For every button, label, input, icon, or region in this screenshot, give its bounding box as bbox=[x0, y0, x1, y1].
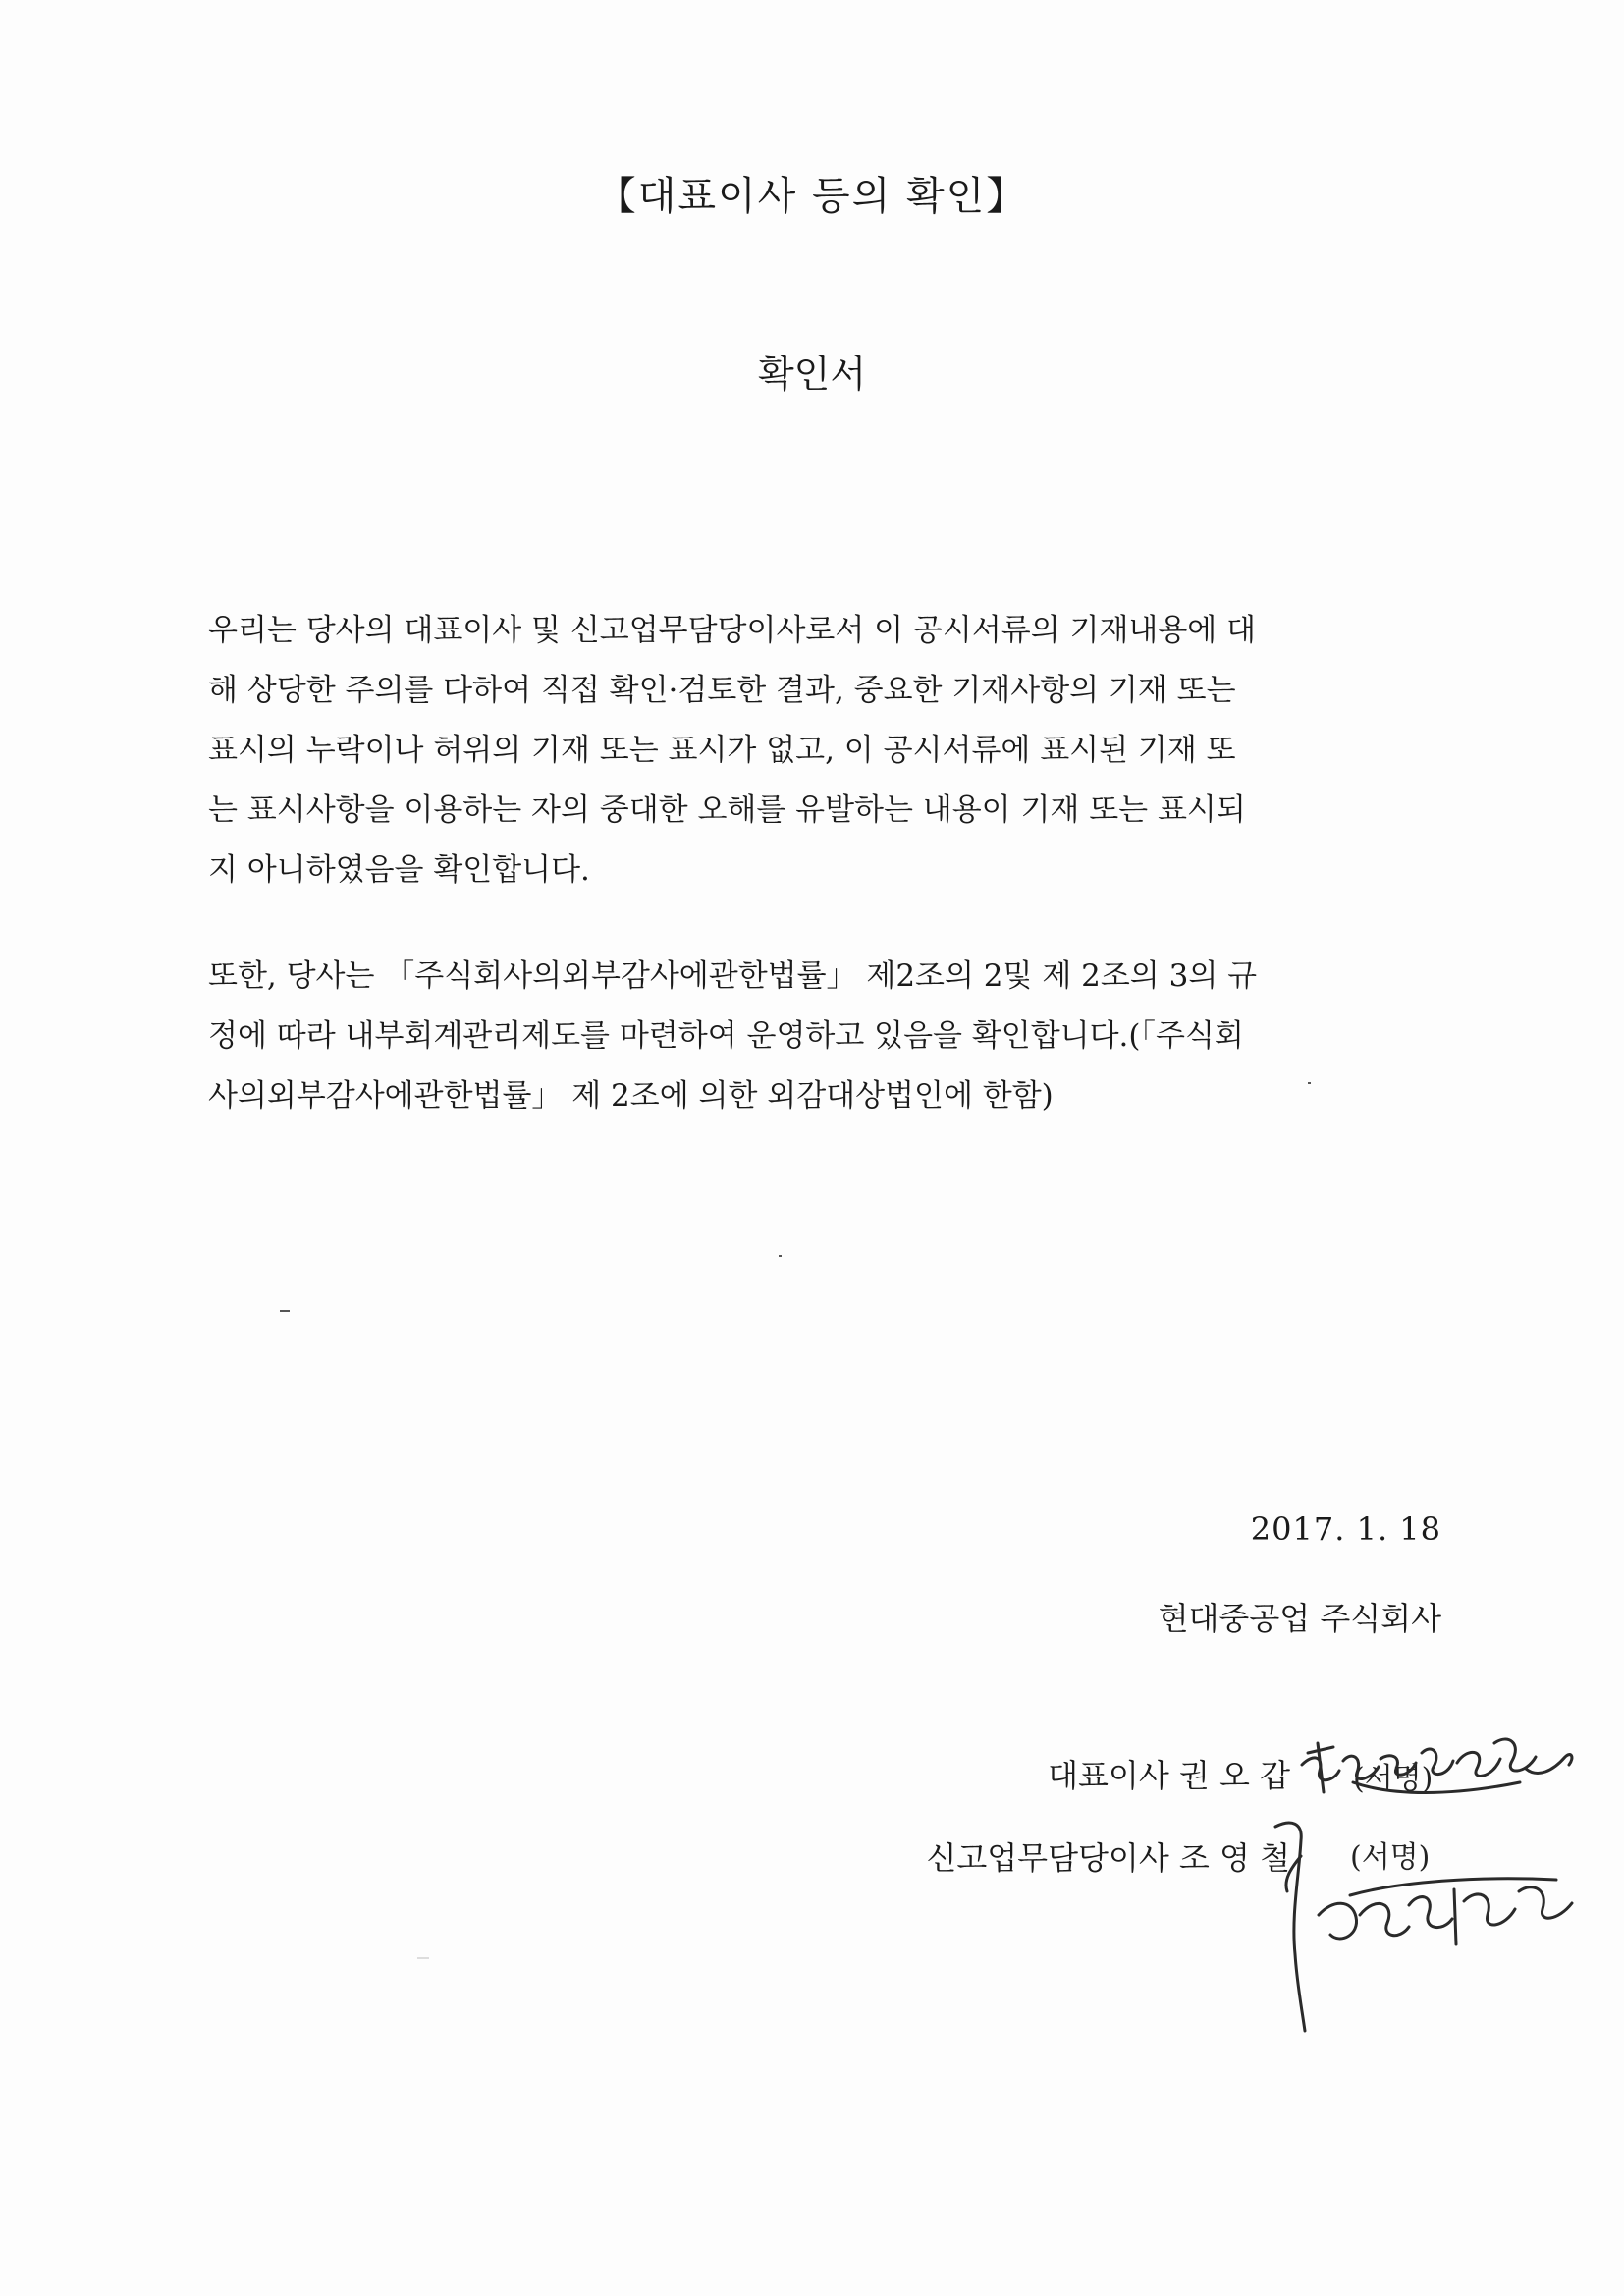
paragraph-line: 사의외부감사에관한법률」 제 2조에 의한 외감대상법인에 한함) bbox=[208, 1078, 1054, 1114]
paragraph-line: 지 아니하였음을 확인합니다. bbox=[208, 852, 590, 888]
confirmation-paragraph bbox=[208, 601, 1435, 901]
paragraph-line: 우리는 당사의 대표이사 및 신고업무담당이사로서 이 공시서류의 기재내용에 대 bbox=[208, 613, 1257, 648]
cfo-signer-line: 신고업무담당이사 조 영 철 bbox=[926, 1839, 1290, 1877]
company-name: 현대중공업 주식회사 bbox=[1158, 1600, 1441, 1637]
paragraph-line: 해 상당한 주의를 다하여 직접 확인·검토한 결과, 중요한 기재사항의 기재 또는 bbox=[208, 673, 1236, 708]
paragraph-line: 표시의 누락이나 허위의 기재 또는 표시가 없고, 이 공시서류에 표시된 기재 또 bbox=[208, 733, 1236, 768]
document-heading: 【대표이사 등의 확인】 bbox=[596, 174, 1028, 219]
scan-speck bbox=[417, 1957, 429, 1959]
paragraph-line: 또한, 당사는 「주식회사의외부감사에관한법률」 제2조의 2및 제 2조의 3의 규 bbox=[208, 958, 1258, 994]
paragraph-line: 정에 따라 내부회계관리제도를 마련하여 운영하고 있음을 확인합니다.(「주식회 bbox=[208, 1018, 1244, 1054]
document-title: 확인서 bbox=[757, 353, 867, 396]
ceo-signature bbox=[1294, 1714, 1579, 1822]
document-date: 2017. 1. 18 bbox=[1250, 1510, 1441, 1548]
scan-speck bbox=[779, 1255, 782, 1257]
paragraph-line: 는 표시사항을 이용하는 자의 중대한 오해를 유발하는 내용이 기재 또는 표시되 bbox=[208, 793, 1246, 828]
ceo-signer-line: 대표이사 권 오 갑 bbox=[1048, 1757, 1290, 1794]
scan-speck bbox=[280, 1310, 290, 1312]
ceo-sign-note: (서명) bbox=[1353, 1762, 1434, 1796]
cfo-sign-note: (서명) bbox=[1350, 1840, 1431, 1875]
internal-control-paragraph bbox=[208, 947, 1435, 1126]
scan-speck bbox=[1308, 1082, 1311, 1084]
